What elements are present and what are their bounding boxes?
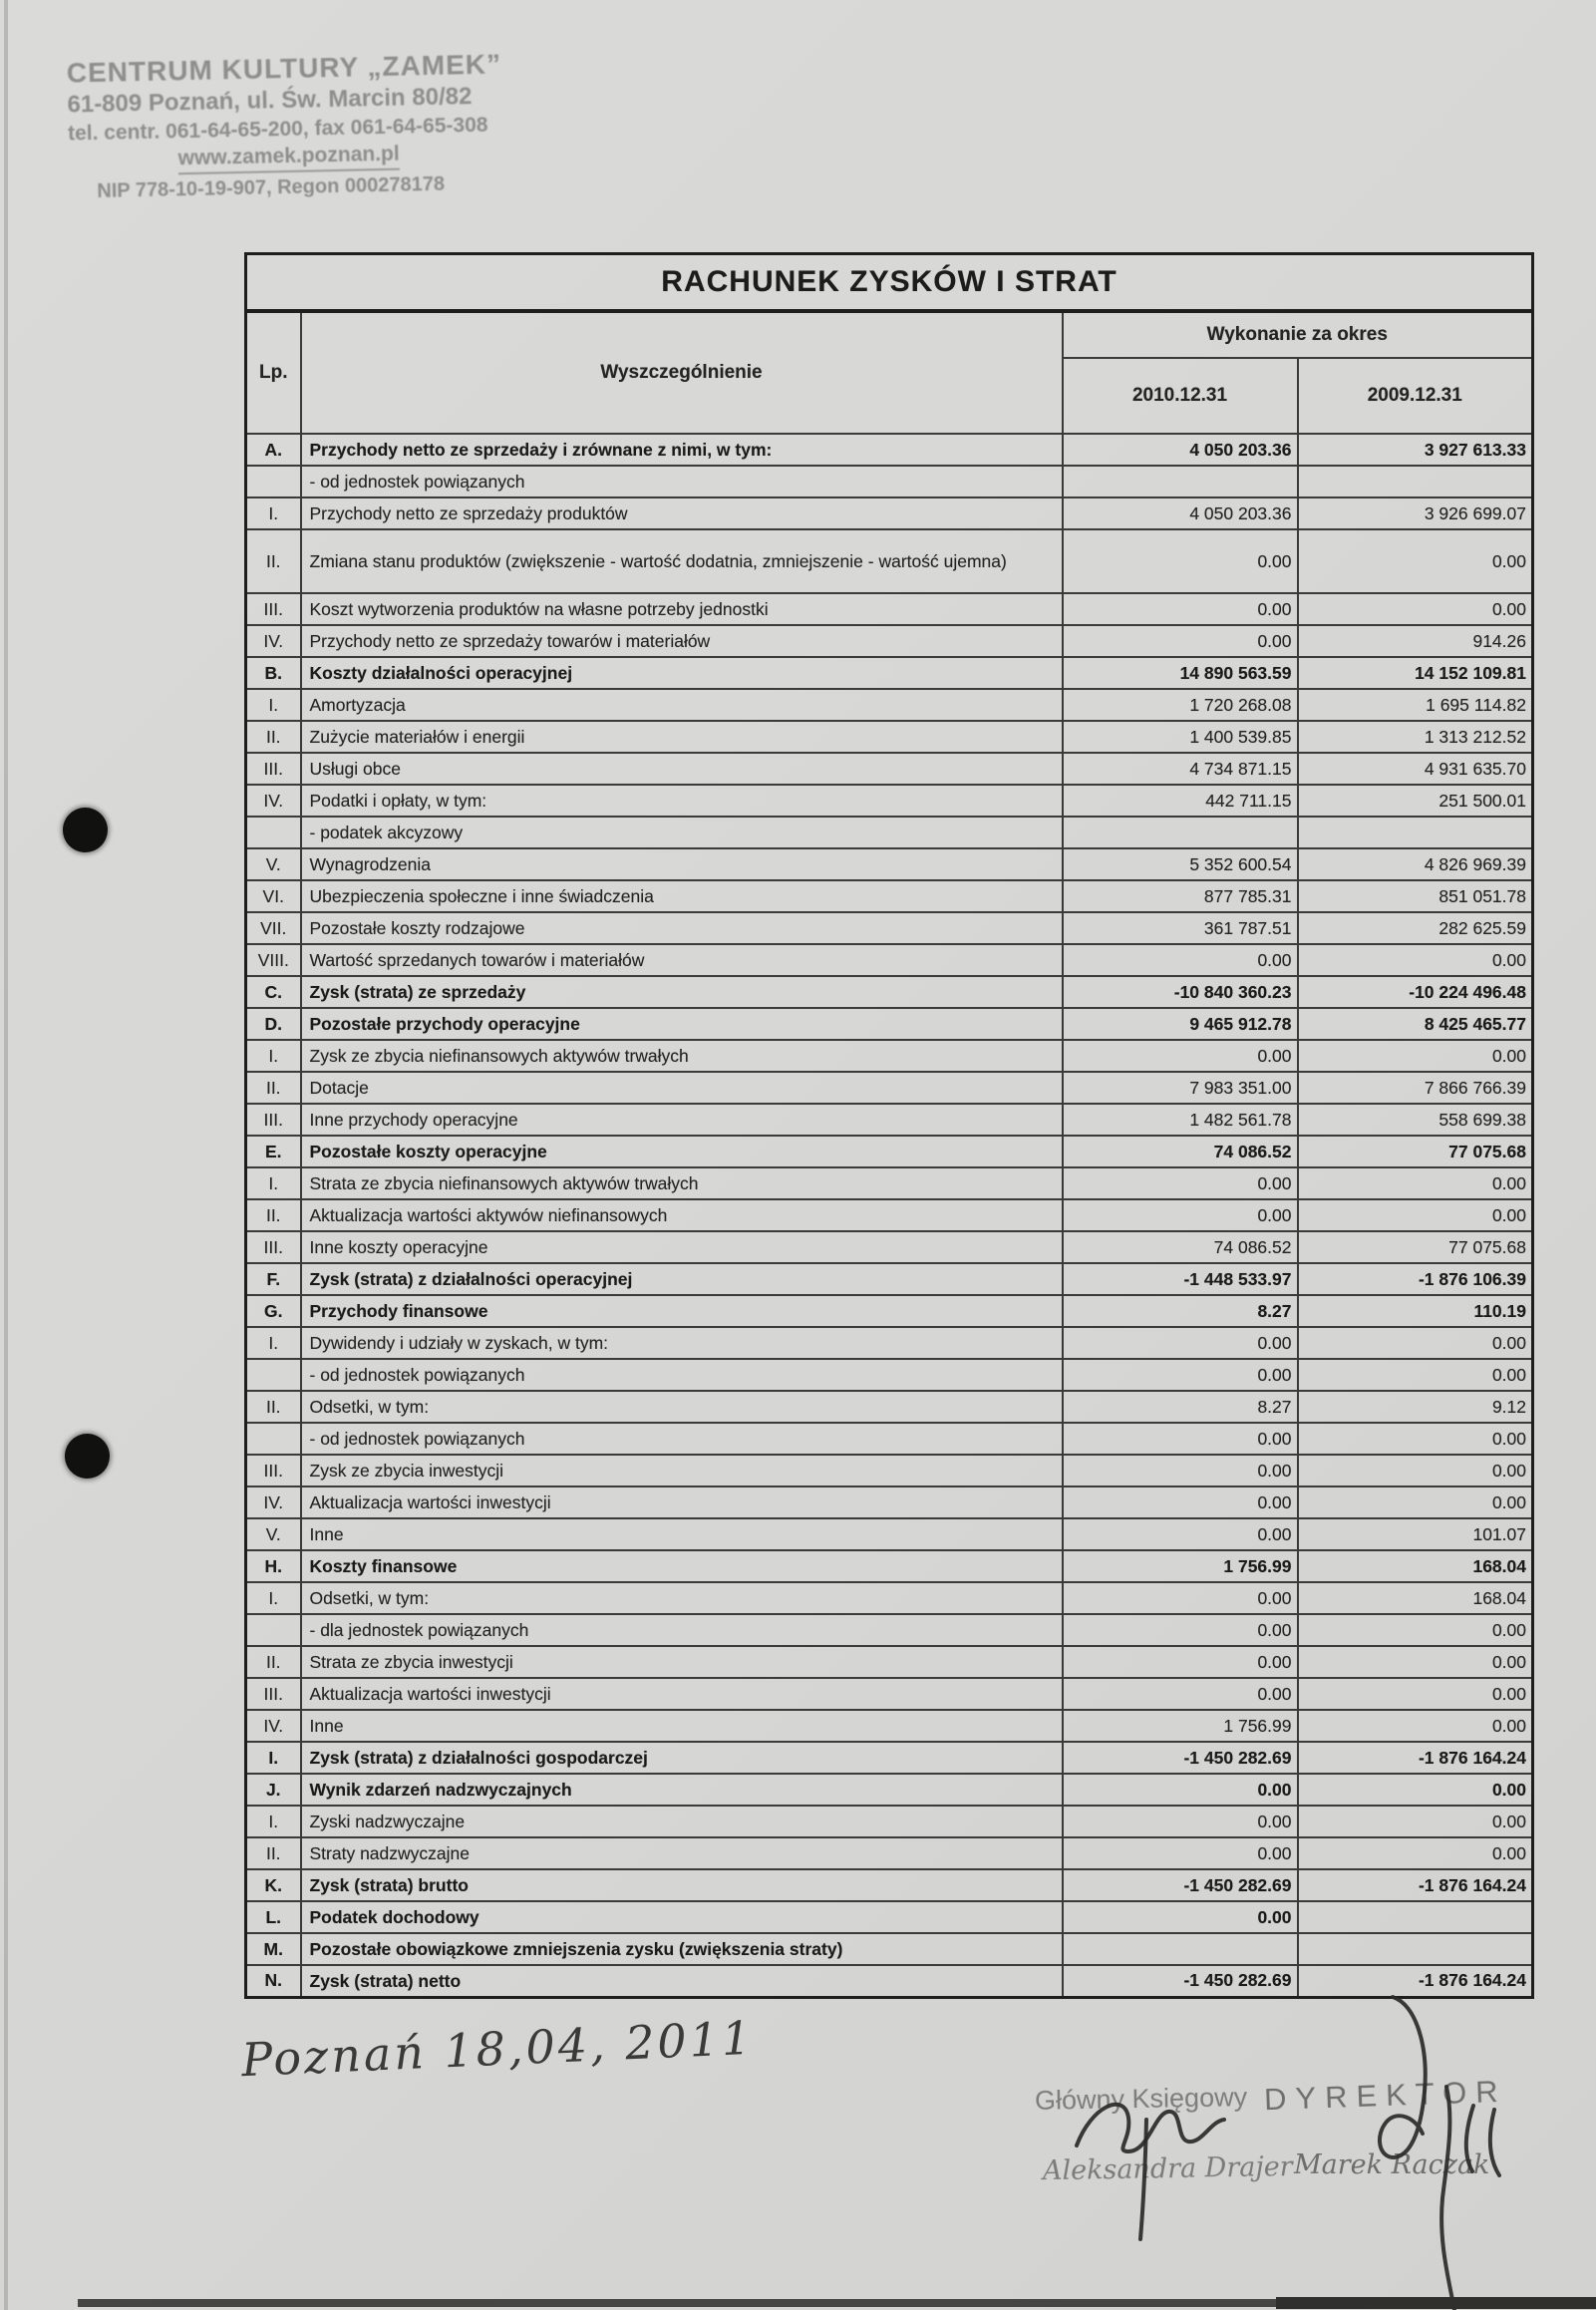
row-value-2009: 4 826 969.39 [1298, 848, 1533, 880]
row-label: Straty nadzwyczajne [301, 1837, 1063, 1869]
row-label: Strata ze zbycia inwestycji [301, 1646, 1063, 1678]
table-row [246, 593, 1533, 625]
row-value-2009: 0.00 [1298, 944, 1533, 976]
row-label: Zysk (strata) netto [301, 1965, 1063, 1997]
director-signature-hook-2 [1490, 2110, 1499, 2175]
row-value-2010: 0.00 [1063, 1167, 1298, 1199]
row-lp: M. [246, 1933, 301, 1965]
table-row [246, 1486, 1533, 1518]
row-value-2010: -1 450 282.69 [1063, 1742, 1298, 1774]
row-value-2010: 0.00 [1063, 1423, 1298, 1455]
scan-edge-left [4, 0, 8, 2310]
row-value-2010: 0.00 [1063, 1678, 1298, 1710]
row-lp: E. [246, 1136, 301, 1167]
row-lp: III. [246, 593, 301, 625]
row-value-2009 [1298, 466, 1533, 497]
row-value-2010: 14 890 563.59 [1063, 657, 1298, 689]
row-lp: II. [246, 721, 301, 753]
table-row [246, 1742, 1533, 1774]
row-value-2010: 0.00 [1063, 1455, 1298, 1486]
row-lp [246, 1614, 301, 1646]
row-lp: I. [246, 1040, 301, 1072]
row-lp: F. [246, 1263, 301, 1295]
table-row [246, 1806, 1533, 1837]
row-value-2010: -1 450 282.69 [1063, 1965, 1298, 1997]
row-label: Zysk (strata) ze sprzedaży [301, 976, 1063, 1008]
row-label: Koszt wytworzenia produktów na własne potrzeby jednostki [301, 593, 1063, 625]
row-label: Przychody netto ze sprzedaży towarów i materiałów [301, 625, 1063, 657]
letterhead-website: www.zamek.poznan.pl [177, 143, 400, 174]
letterhead-phone: tel. centr. 061-64-65-200, fax 061-64-65-308 [67, 114, 488, 146]
row-lp: IV. [246, 1710, 301, 1742]
letterhead-stamp [66, 47, 503, 204]
table-row [246, 1040, 1533, 1072]
row-label: Pozostałe koszty operacyjne [301, 1136, 1063, 1167]
row-lp: II. [246, 1646, 301, 1678]
row-lp: I. [246, 1806, 301, 1837]
row-label: Zysk (strata) z działalności operacyjnej [301, 1263, 1063, 1295]
row-value-2009: 0.00 [1298, 1455, 1533, 1486]
table-row [246, 1072, 1533, 1104]
row-lp: II. [246, 1391, 301, 1423]
row-label: Podatek dochodowy [301, 1901, 1063, 1933]
row-value-2009: 282 625.59 [1298, 912, 1533, 944]
row-value-2009: 0.00 [1298, 1486, 1533, 1518]
row-value-2009: 0.00 [1298, 529, 1533, 593]
hole-punch-top [63, 808, 108, 852]
table-row [246, 1455, 1533, 1486]
table-row [246, 689, 1533, 721]
row-value-2010: 74 086.52 [1063, 1136, 1298, 1167]
row-value-2009: 0.00 [1298, 1710, 1533, 1742]
row-value-2009: 110.19 [1298, 1295, 1533, 1327]
column-header-group: Wykonanie za okres [1063, 311, 1533, 358]
row-lp: V. [246, 848, 301, 880]
row-lp: J. [246, 1774, 301, 1806]
column-header-lp: Lp. [246, 311, 301, 434]
row-value-2010: 0.00 [1063, 1614, 1298, 1646]
row-label: Aktualizacja wartości inwestycji [301, 1486, 1063, 1518]
row-value-2009: -10 224 496.48 [1298, 976, 1533, 1008]
row-value-2010: 0.00 [1063, 1486, 1298, 1518]
row-value-2009: -1 876 164.24 [1298, 1869, 1533, 1901]
table-row [246, 1965, 1533, 1997]
row-value-2009: 9.12 [1298, 1391, 1533, 1423]
letterhead-org-name: CENTRUM KULTURY „ZAMEK” [66, 48, 502, 89]
row-lp: VIII. [246, 944, 301, 976]
row-lp: IV. [246, 785, 301, 817]
table-row [246, 1869, 1533, 1901]
row-value-2009: 1 695 114.82 [1298, 689, 1533, 721]
row-lp: G. [246, 1295, 301, 1327]
table-row [246, 1837, 1533, 1869]
row-value-2010: 1 756.99 [1063, 1710, 1298, 1742]
row-lp: IV. [246, 1486, 301, 1518]
row-value-2010: 4 734 871.15 [1063, 753, 1298, 785]
row-value-2010: 1 482 561.78 [1063, 1104, 1298, 1136]
row-lp: L. [246, 1901, 301, 1933]
row-value-2009: 3 926 699.07 [1298, 497, 1533, 529]
row-value-2009: 0.00 [1298, 1167, 1533, 1199]
table-row [246, 1391, 1533, 1423]
row-label: Zyski nadzwyczajne [301, 1806, 1063, 1837]
row-label: Odsetki, w tym: [301, 1582, 1063, 1614]
table-row [246, 785, 1533, 817]
row-value-2009: 0.00 [1298, 1837, 1533, 1869]
row-value-2010: 1 756.99 [1063, 1550, 1298, 1582]
row-value-2009: 77 075.68 [1298, 1136, 1533, 1167]
row-value-2010: 361 787.51 [1063, 912, 1298, 944]
row-value-2010: 0.00 [1063, 593, 1298, 625]
row-value-2010: 0.00 [1063, 1901, 1298, 1933]
row-lp: I. [246, 1167, 301, 1199]
row-value-2009: 0.00 [1298, 1327, 1533, 1359]
row-lp: H. [246, 1550, 301, 1582]
table-row [246, 817, 1533, 848]
row-label: Przychody finansowe [301, 1295, 1063, 1327]
table-row [246, 1231, 1533, 1263]
table-row [246, 753, 1533, 785]
table-row [246, 1774, 1533, 1806]
row-label: Inne przychody operacyjne [301, 1104, 1063, 1136]
row-value-2010: -10 840 360.23 [1063, 976, 1298, 1008]
table-row [246, 1614, 1533, 1646]
row-lp: K. [246, 1869, 301, 1901]
table-row [246, 1582, 1533, 1614]
row-lp: IV. [246, 625, 301, 657]
row-label: Aktualizacja wartości aktywów niefinansowych [301, 1199, 1063, 1231]
table-row [246, 1550, 1533, 1582]
table-row [246, 1933, 1533, 1965]
row-lp: III. [246, 1104, 301, 1136]
column-header-2009: 2009.12.31 [1298, 358, 1533, 434]
page-title: RACHUNEK ZYSKÓW I STRAT [246, 254, 1533, 312]
row-value-2009: 0.00 [1298, 1359, 1533, 1391]
row-label: - od jednostek powiązanych [301, 466, 1063, 497]
row-label: Inne [301, 1710, 1063, 1742]
row-label: Inne [301, 1518, 1063, 1550]
row-lp [246, 1423, 301, 1455]
row-lp: III. [246, 753, 301, 785]
row-value-2009: 914.26 [1298, 625, 1533, 657]
row-value-2009: 0.00 [1298, 1806, 1533, 1837]
row-label: Podatki i opłaty, w tym: [301, 785, 1063, 817]
row-value-2009: 0.00 [1298, 1774, 1533, 1806]
row-lp: II. [246, 1072, 301, 1104]
row-value-2010: 0.00 [1063, 1327, 1298, 1359]
row-value-2010 [1063, 817, 1298, 848]
row-label: Ubezpieczenia społeczne i inne świadczenia [301, 880, 1063, 912]
row-value-2009 [1298, 1901, 1533, 1933]
row-lp: VII. [246, 912, 301, 944]
row-lp [246, 466, 301, 497]
table-row [246, 1327, 1533, 1359]
row-value-2010: 442 711.15 [1063, 785, 1298, 817]
table-row [246, 1136, 1533, 1167]
row-label: Przychody netto ze sprzedaży produktów [301, 497, 1063, 529]
row-value-2010: 0.00 [1063, 1582, 1298, 1614]
row-label: Usługi obce [301, 753, 1063, 785]
table-row [246, 721, 1533, 753]
row-value-2010: 7 983 351.00 [1063, 1072, 1298, 1104]
row-label: Odsetki, w tym: [301, 1391, 1063, 1423]
row-label: - podatek akcyzowy [301, 817, 1063, 848]
row-value-2009: 101.07 [1298, 1518, 1533, 1550]
table-row [246, 976, 1533, 1008]
pl-table-body [246, 434, 1533, 1997]
table-row [246, 1295, 1533, 1327]
row-label: Wynagrodzenia [301, 848, 1063, 880]
row-lp: D. [246, 1008, 301, 1040]
row-value-2009: 0.00 [1298, 1678, 1533, 1710]
row-label: Wynik zdarzeń nadzwyczajnych [301, 1774, 1063, 1806]
row-value-2009: 77 075.68 [1298, 1231, 1533, 1263]
row-value-2010: 0.00 [1063, 1774, 1298, 1806]
row-value-2010: 1 400 539.85 [1063, 721, 1298, 753]
row-value-2009: 851 051.78 [1298, 880, 1533, 912]
letterhead-address: 61-809 Poznań, ul. Św. Marcin 80/82 [67, 83, 473, 119]
row-label: Inne koszty operacyjne [301, 1231, 1063, 1263]
row-value-2010: 0.00 [1063, 625, 1298, 657]
row-label: Zysk ze zbycia inwestycji [301, 1455, 1063, 1486]
row-label: Zysk (strata) z działalności gospodarczej [301, 1742, 1063, 1774]
row-value-2009: 0.00 [1298, 593, 1533, 625]
table-row [246, 1199, 1533, 1231]
row-lp: II. [246, 1199, 301, 1231]
row-value-2009: 168.04 [1298, 1550, 1533, 1582]
row-label: Pozostałe obowiązkowe zmniejszenia zysku (zwiększenia straty) [301, 1933, 1063, 1965]
row-value-2009: 0.00 [1298, 1199, 1533, 1231]
row-lp: III. [246, 1678, 301, 1710]
row-value-2009: 0.00 [1298, 1040, 1533, 1072]
row-value-2010: 8.27 [1063, 1295, 1298, 1327]
row-label: Pozostałe przychody operacyjne [301, 1008, 1063, 1040]
row-value-2009: 0.00 [1298, 1614, 1533, 1646]
row-label: Zysk (strata) brutto [301, 1869, 1063, 1901]
row-label: Zużycie materiałów i energii [301, 721, 1063, 753]
row-value-2009: 14 152 109.81 [1298, 657, 1533, 689]
row-value-2010: 0.00 [1063, 1837, 1298, 1869]
row-value-2009: 558 699.38 [1298, 1104, 1533, 1136]
director-signature-descender [1441, 2087, 1454, 2310]
row-lp: II. [246, 1837, 301, 1869]
row-lp: I. [246, 1327, 301, 1359]
row-label: - od jednostek powiązanych [301, 1359, 1063, 1391]
row-value-2009: 7 866 766.39 [1298, 1072, 1533, 1104]
row-lp: III. [246, 1455, 301, 1486]
row-lp: III. [246, 1231, 301, 1263]
row-lp: I. [246, 1742, 301, 1774]
row-value-2010: 4 050 203.36 [1063, 434, 1298, 466]
letterhead-tax-ids: NIP 778-10-19-907, Regon 000278178 [97, 172, 446, 202]
table-row [246, 1901, 1533, 1933]
row-value-2009: -1 876 106.39 [1298, 1263, 1533, 1295]
hole-punch-bottom [65, 1434, 110, 1479]
row-label: Zmiana stanu produktów (zwiększenie - wartość dodatnia, zmniejszenie - wartość ujemna) [301, 529, 1063, 593]
row-value-2010: 877 785.31 [1063, 880, 1298, 912]
row-value-2010: 9 465 912.78 [1063, 1008, 1298, 1040]
table-row [246, 1646, 1533, 1678]
row-value-2009: 3 927 613.33 [1298, 434, 1533, 466]
row-label: Amortyzacja [301, 689, 1063, 721]
table-row [246, 1423, 1533, 1455]
table-row [246, 944, 1533, 976]
row-value-2010: 4 050 203.36 [1063, 497, 1298, 529]
row-lp: I. [246, 497, 301, 529]
row-value-2009 [1298, 817, 1533, 848]
table-row [246, 1359, 1533, 1391]
handwritten-date: Poznań 18,04, 2011 [240, 2010, 756, 2088]
row-lp: I. [246, 689, 301, 721]
row-lp: V. [246, 1518, 301, 1550]
row-label: Zysk ze zbycia niefinansowych aktywów trwałych [301, 1040, 1063, 1072]
row-value-2009: 4 931 635.70 [1298, 753, 1533, 785]
scan-edge-bottom-dark [1276, 2297, 1596, 2309]
row-value-2010: 0.00 [1063, 1359, 1298, 1391]
table-row [246, 466, 1533, 497]
table-row [246, 912, 1533, 944]
table-title-row [246, 254, 1533, 312]
table-row [246, 529, 1533, 593]
row-lp: A. [246, 434, 301, 466]
row-value-2009: -1 876 164.24 [1298, 1742, 1533, 1774]
row-lp: I. [246, 1582, 301, 1614]
row-value-2010: -1 450 282.69 [1063, 1869, 1298, 1901]
row-value-2010: 5 352 600.54 [1063, 848, 1298, 880]
row-value-2010: 0.00 [1063, 1040, 1298, 1072]
row-label: Wartość sprzedanych towarów i materiałów [301, 944, 1063, 976]
row-value-2009: 251 500.01 [1298, 785, 1533, 817]
table-row [246, 848, 1533, 880]
table-row [246, 1104, 1533, 1136]
table-row [246, 1263, 1533, 1295]
row-value-2009: 168.04 [1298, 1582, 1533, 1614]
row-value-2010: 0.00 [1063, 1199, 1298, 1231]
row-value-2010 [1063, 466, 1298, 497]
table-header-row-1 [246, 311, 1533, 358]
table-row [246, 880, 1533, 912]
row-lp: II. [246, 529, 301, 593]
row-label: Przychody netto ze sprzedaży i zrównane z nimi, w tym: [301, 434, 1063, 466]
row-label: - dla jednostek powiązanych [301, 1614, 1063, 1646]
table-row [246, 1008, 1533, 1040]
row-label: Strata ze zbycia niefinansowych aktywów trwałych [301, 1167, 1063, 1199]
row-value-2010: 0.00 [1063, 529, 1298, 593]
row-value-2010: 74 086.52 [1063, 1231, 1298, 1263]
table-row [246, 434, 1533, 466]
row-label: Koszty finansowe [301, 1550, 1063, 1582]
table-row [246, 497, 1533, 529]
row-value-2009: 0.00 [1298, 1646, 1533, 1678]
row-label: Dotacje [301, 1072, 1063, 1104]
row-lp: B. [246, 657, 301, 689]
row-value-2009: 0.00 [1298, 1423, 1533, 1455]
row-label: Dywidendy i udziały w zyskach, w tym: [301, 1327, 1063, 1359]
row-value-2010: 0.00 [1063, 944, 1298, 976]
row-label: Aktualizacja wartości inwestycji [301, 1678, 1063, 1710]
column-header-2010: 2010.12.31 [1063, 358, 1298, 434]
row-label: Koszty działalności operacyjnej [301, 657, 1063, 689]
row-value-2009: 1 313 212.52 [1298, 721, 1533, 753]
director-title-stamp: DYREKTOR [1263, 2073, 1508, 2118]
row-value-2009: -1 876 164.24 [1298, 1965, 1533, 1997]
row-value-2010: 0.00 [1063, 1806, 1298, 1837]
table-row [246, 657, 1533, 689]
row-lp: VI. [246, 880, 301, 912]
row-lp: C. [246, 976, 301, 1008]
row-lp [246, 1359, 301, 1391]
table-row [246, 1167, 1533, 1199]
table-row [246, 1678, 1533, 1710]
row-value-2010: 8.27 [1063, 1391, 1298, 1423]
row-value-2010: 0.00 [1063, 1518, 1298, 1550]
column-header-name: Wyszczególnienie [301, 311, 1063, 434]
row-lp [246, 817, 301, 848]
row-value-2010: 1 720 268.08 [1063, 689, 1298, 721]
table-row [246, 1710, 1533, 1742]
director-name-stamp: Marek Raczak [1294, 2149, 1490, 2180]
profit-loss-table [244, 252, 1534, 1999]
row-label: - od jednostek powiązanych [301, 1423, 1063, 1455]
table-row [246, 625, 1533, 657]
accountant-name-stamp: Aleksandra Drajer [1042, 2150, 1293, 2187]
row-label: Pozostałe koszty rodzajowe [301, 912, 1063, 944]
row-value-2010: 0.00 [1063, 1646, 1298, 1678]
row-value-2010: -1 448 533.97 [1063, 1263, 1298, 1295]
table-row [246, 1518, 1533, 1550]
row-value-2009: 8 425 465.77 [1298, 1008, 1533, 1040]
row-lp: N. [246, 1965, 301, 1997]
accountant-title-stamp: Główny Księgowy [1034, 2082, 1248, 2116]
row-value-2010 [1063, 1933, 1298, 1965]
row-value-2009 [1298, 1933, 1533, 1965]
